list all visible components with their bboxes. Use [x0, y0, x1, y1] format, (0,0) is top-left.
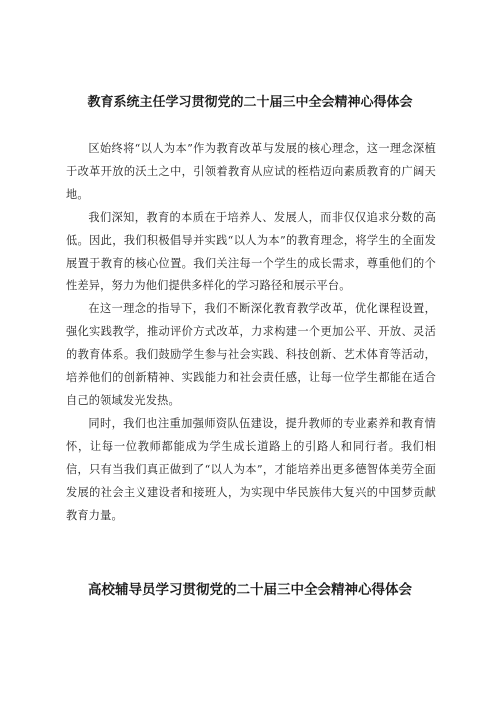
- next-document-title: 高校辅导员学习贯彻党的二十届三中全会精神心得体会: [88, 582, 412, 598]
- paragraph: 在这一理念的指导下，我们不断深化教育教学改革，优化课程设置，强化实践教学，推动评价方式改革，力求构建一个更加公平、开放、灵活的教育体系。我们鼓励学生参与社会实践、科技创新、艺术体育等活动，培养他们的创新精神、实践能力和社会责任感，让每一位学生都能在适合自己的领域发光发热。: [66, 302, 436, 407]
- document-title: 教育系统主任学习贯彻党的二十届三中全会精神心得体会: [87, 95, 413, 110]
- paragraph: 区始终将“以人为本”作为教育改革与发展的核心理念，这一理念深植于改革开放的沃土之中，引领着教育从应试的桎梏迈向素质教育的广阔天地。: [66, 142, 436, 201]
- paragraph: 我们深知，教育的本质在于培养人、发展人，而非仅仅追求分数的高低。因此，我们积极倡导并实践“以人为本”的教育理念，将学生的全面发展置于教育的核心位置。我们关注每一个学生的成长需求，尊重他们的个性差异，努力为他们提供多样化的学习路径和展示平台。: [66, 210, 436, 293]
- paragraph: 同时，我们也注重加强师资队伍建设，提升教师的专业素养和教育情怀，让每一位教师都能成为学生成长道路上的引路人和同行者。我们相信，只有当我们真正做到了“以人为本”，才能培养出更多德智体美劳全面发展的社会主义建设者和接班人，为实现中华民族伟大复兴的中国梦贡献教育力量。: [66, 416, 436, 522]
- document-body: [66, 138, 436, 527]
